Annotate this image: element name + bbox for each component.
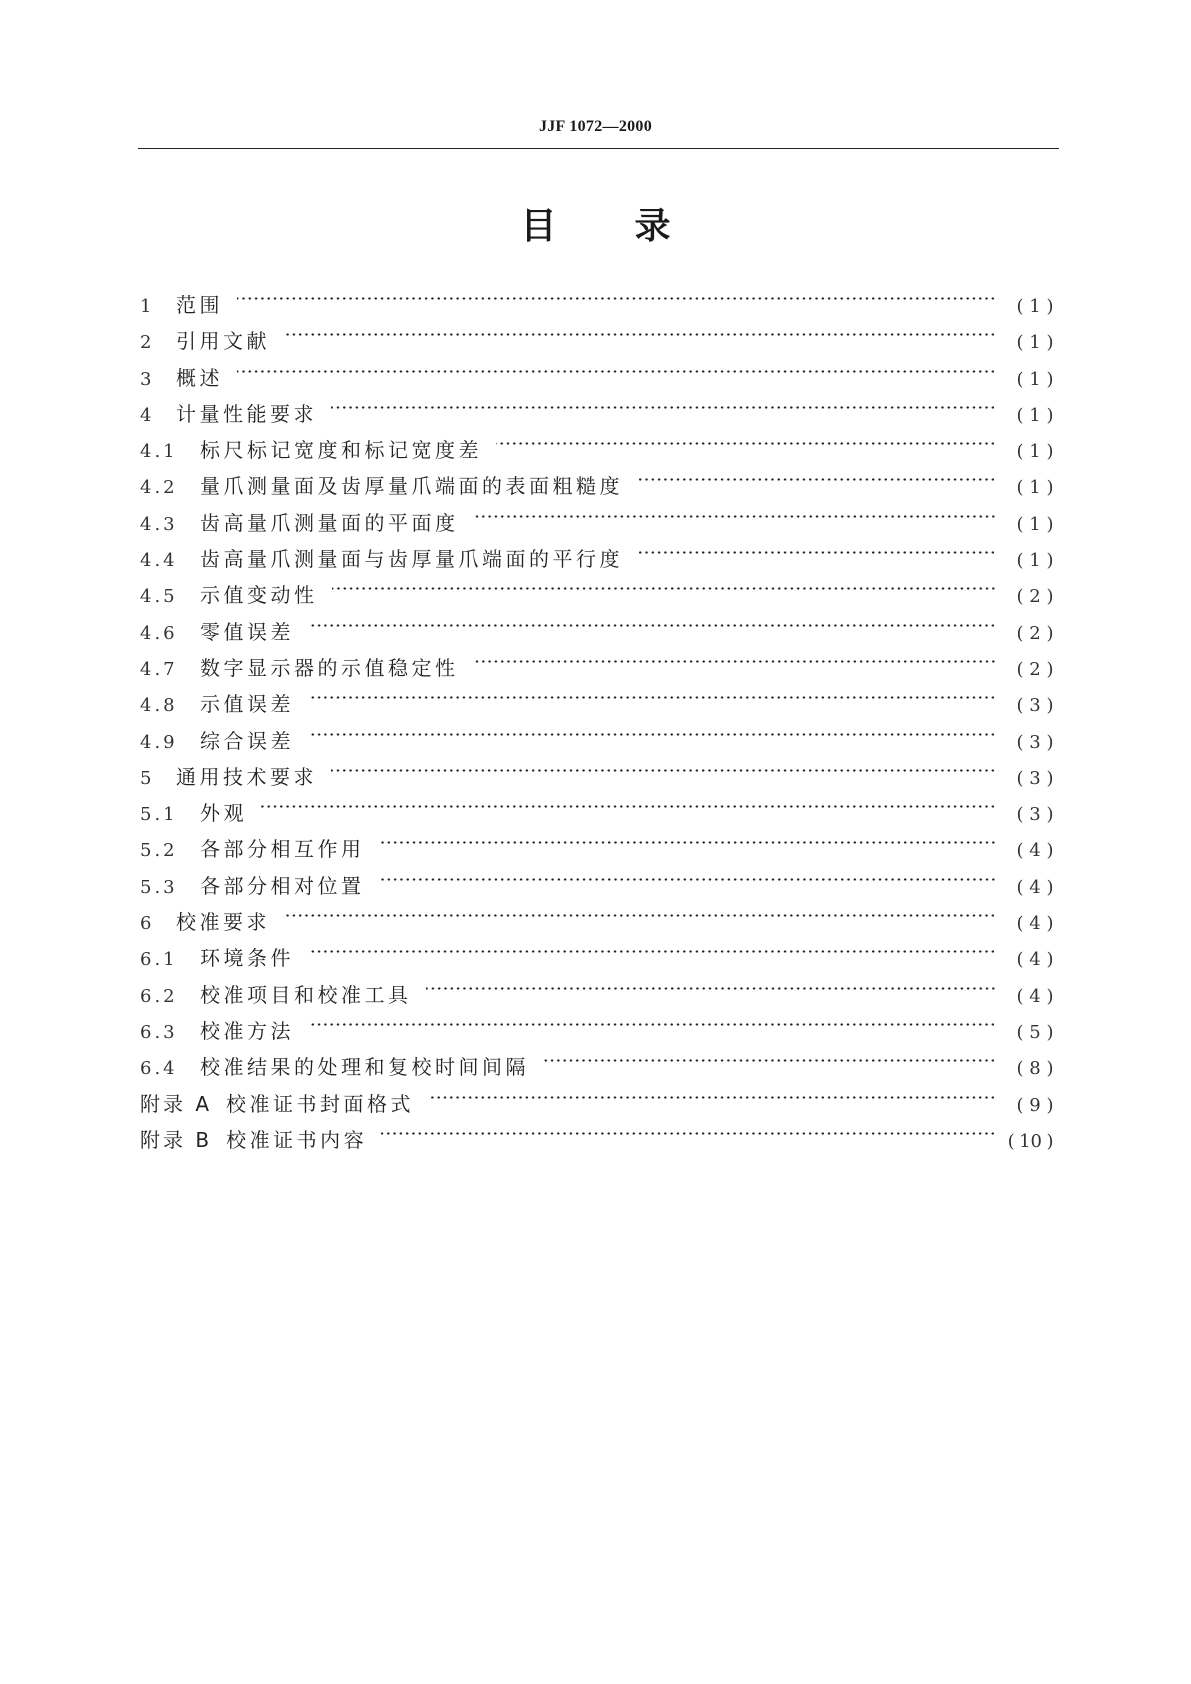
paren-close: ): [1046, 913, 1054, 935]
toc-entry-title: 示值变动性: [200, 583, 318, 608]
title-char-mu: 目: [520, 206, 557, 247]
paren-close: ): [1046, 876, 1054, 898]
toc-entry-page: [996, 797, 1058, 833]
paren-open: (: [1016, 913, 1024, 935]
paren-open: (: [1016, 1094, 1024, 1116]
dot-leader: [379, 820, 997, 856]
toc-entry-number: 4.1: [140, 441, 178, 463]
paren-close: ): [1046, 1130, 1054, 1152]
toc-entry-number: 6: [140, 913, 155, 935]
paren-open: (: [1016, 441, 1024, 463]
dot-leader: [308, 675, 996, 711]
toc-entry[interactable]: [140, 349, 1058, 390]
page-number: 1: [1029, 513, 1041, 535]
page-number: 9: [1029, 1094, 1041, 1116]
paren-close: ): [1046, 695, 1054, 717]
toc-entry-number: 4.2: [140, 477, 178, 499]
toc-entry-title: 校准结果的处理和复校时间间隔: [200, 1055, 529, 1080]
toc-entry-page: [996, 398, 1058, 434]
paren-open: (: [1016, 296, 1024, 317]
header-divider: [138, 148, 1059, 149]
toc-entry-title: 外观: [200, 801, 247, 826]
paren-close: ): [1046, 949, 1054, 971]
toc-entry-number: 6.3: [140, 1021, 178, 1043]
toc-entry-number: 5: [140, 767, 155, 789]
page-number: 4: [1029, 985, 1041, 1007]
paren-open: (: [1016, 695, 1024, 717]
toc-entry-number: 4.6: [140, 622, 178, 644]
dot-leader: [496, 421, 996, 457]
toc-entry-title: 零值误差: [200, 619, 294, 644]
paren-close: ): [1046, 622, 1054, 644]
page-number: 4: [1029, 840, 1041, 862]
toc-entry-title: 环境条件: [200, 946, 294, 971]
paren-open: (: [1016, 477, 1024, 499]
toc-entry-title: 齿高量爪测量面与齿厚量爪端面的平行度: [200, 547, 623, 572]
page-number: 10: [1019, 1130, 1042, 1152]
toc-entry-title: 示值误差: [200, 692, 294, 717]
paren-open: (: [1016, 1058, 1024, 1080]
toc-entry-page: [996, 652, 1058, 688]
page-number: 1: [1029, 404, 1041, 426]
dot-leader: [331, 748, 996, 784]
paren-close: ): [1046, 550, 1054, 572]
toc-entry-page: [996, 833, 1058, 869]
paren-open: (: [1016, 1021, 1024, 1043]
toc-entry-title: 各部分相互作用: [200, 837, 365, 862]
paren-close: ): [1046, 804, 1054, 826]
page-number: 4: [1029, 913, 1041, 935]
dot-leader: [237, 276, 996, 312]
toc-entry-number: 5.2: [140, 840, 178, 862]
toc-entry-title: 校准要求: [176, 910, 270, 935]
page-number: 1: [1029, 477, 1041, 499]
paren-close: ): [1046, 404, 1054, 426]
toc-entry-page: [996, 906, 1058, 942]
dot-leader: [637, 457, 996, 493]
toc-entry-title: 数字显示器的示值稳定性: [200, 655, 459, 680]
title-char-lu: 录: [634, 206, 671, 247]
dot-leader: [261, 784, 996, 820]
toc-entry-page: [996, 725, 1058, 761]
dot-leader: [473, 639, 997, 675]
paren-open: (: [1016, 985, 1024, 1007]
paren-close: ): [1046, 840, 1054, 862]
toc-entry-number: 4.4: [140, 550, 178, 572]
toc-entry-number: 4.3: [140, 513, 178, 535]
toc-entry[interactable]: [140, 784, 1058, 826]
paren-close: ): [1046, 1094, 1054, 1116]
dot-leader: [332, 566, 997, 602]
page-number: 3: [1029, 767, 1041, 789]
dot-leader: [284, 893, 996, 929]
page-number: 2: [1029, 586, 1041, 608]
toc-entry-title: 通用技术要求: [176, 764, 317, 789]
paren-open: (: [1016, 513, 1024, 535]
toc-entry[interactable]: [140, 820, 1058, 862]
page-number: 2: [1029, 622, 1041, 644]
dot-leader: [543, 1038, 996, 1074]
dot-leader: [308, 929, 996, 965]
paren-open: (: [1016, 731, 1024, 753]
paren-open: (: [1016, 949, 1024, 971]
paren-close: ): [1046, 767, 1054, 789]
toc-entry-title: 齿高量爪测量面的平面度: [200, 510, 459, 535]
toc-entry-title: 计量性能要求: [176, 401, 317, 426]
toc-entry-title: 校准证书内容: [226, 1127, 368, 1152]
paren-open: (: [1016, 332, 1024, 354]
paren-open: (: [1016, 404, 1024, 426]
paren-close: ): [1046, 731, 1054, 753]
page-number: 8: [1029, 1058, 1041, 1080]
dot-leader: [381, 1111, 996, 1147]
page-number: 1: [1029, 296, 1041, 317]
dot-leader: [379, 857, 997, 893]
toc-entry-title: 概述: [176, 365, 223, 390]
paren-open: (: [1016, 368, 1024, 390]
paren-open: (: [1016, 767, 1024, 789]
toc-entry-page: [996, 579, 1058, 615]
toc-entry[interactable]: [140, 385, 1058, 426]
toc-entry-title: 各部分相对位置: [200, 873, 365, 898]
page-number: 5: [1029, 1021, 1041, 1043]
toc-entry-number: 1: [140, 296, 155, 317]
paren-open: (: [1016, 658, 1024, 680]
paren-open: (: [1007, 1130, 1015, 1152]
paren-close: ): [1046, 985, 1054, 1007]
toc-entry-title: 量爪测量面及齿厚量爪端面的表面粗糙度: [200, 474, 623, 499]
toc-entry-page: [996, 325, 1058, 361]
dot-leader: [426, 966, 997, 1002]
toc-entry-page: [996, 1015, 1058, 1051]
paren-close: ): [1046, 441, 1054, 463]
toc-entry-page: [996, 870, 1058, 906]
dot-leader: [284, 312, 996, 348]
paren-open: (: [1016, 840, 1024, 862]
paren-close: ): [1046, 1058, 1054, 1080]
toc-entry-title: 校准证书封面格式: [226, 1091, 415, 1116]
toc-entry-number: 5.3: [140, 876, 178, 898]
toc-entry-number: 4: [140, 404, 155, 426]
toc-entry-number: 3: [140, 368, 155, 390]
toc-entry-page: [996, 1088, 1058, 1124]
page-number: 1: [1029, 332, 1041, 354]
paren-close: ): [1046, 296, 1054, 317]
paren-close: ): [1046, 586, 1054, 608]
toc-entry-page: [996, 434, 1058, 470]
paren-open: (: [1016, 804, 1024, 826]
toc-entry-page: [996, 543, 1058, 579]
dot-leader: [237, 349, 996, 385]
toc-entry-title: 综合误差: [200, 728, 294, 753]
toc-entry-number: 6.1: [140, 949, 178, 971]
toc-entry-title: 校准项目和校准工具: [200, 982, 412, 1007]
toc-entry-page: [996, 1124, 1058, 1160]
dot-leader: [308, 712, 996, 748]
page-title: [0, 198, 1191, 249]
toc-entry-number: 2: [140, 332, 155, 354]
dot-leader: [308, 1002, 996, 1038]
paren-close: ): [1046, 332, 1054, 354]
toc-entry-page: [996, 289, 1058, 325]
toc-entry-title: 引用文献: [176, 329, 270, 354]
dot-leader: [428, 1075, 996, 1111]
paren-open: (: [1016, 622, 1024, 644]
toc-entry-page: [996, 362, 1058, 398]
toc-entry-number: 附录 B: [140, 1127, 213, 1152]
page-number: 3: [1029, 731, 1041, 753]
page-number: 2: [1029, 658, 1041, 680]
paren-close: ): [1046, 368, 1054, 390]
paren-close: ): [1046, 658, 1054, 680]
toc-entry-number: 4.8: [140, 695, 178, 717]
toc-entry-number: 附录 A: [140, 1091, 213, 1116]
toc-entry-title: 标尺标记宽度和标记宽度差: [200, 438, 482, 463]
toc-entry-page: [996, 616, 1058, 652]
page-number: 1: [1029, 441, 1041, 463]
paren-open: (: [1016, 550, 1024, 572]
toc-entry-page: [996, 688, 1058, 724]
toc-entry-title: 范围: [176, 293, 223, 317]
dot-leader: [308, 603, 996, 639]
paren-open: (: [1016, 586, 1024, 608]
toc-entry-number: 4.5: [140, 586, 178, 608]
dot-leader: [331, 385, 996, 421]
page-number: 3: [1029, 804, 1041, 826]
page-number: 3: [1029, 695, 1041, 717]
dot-leader: [637, 530, 996, 566]
paren-close: ): [1046, 1021, 1054, 1043]
toc-entry-page: [996, 507, 1058, 543]
page-number: 4: [1029, 876, 1041, 898]
page-number: 1: [1029, 368, 1041, 390]
toc-entry-number: 5.1: [140, 804, 178, 826]
paren-close: ): [1046, 513, 1054, 535]
toc-entry-page: [996, 470, 1058, 506]
toc-entry-number: 4.7: [140, 658, 178, 680]
toc-entry-title: 校准方法: [200, 1018, 294, 1043]
toc-entry[interactable]: [140, 312, 1058, 354]
table-of-contents: [140, 276, 1058, 1152]
paren-open: (: [1016, 876, 1024, 898]
toc-entry-number: 4.9: [140, 731, 178, 753]
document-header: JJF 1072—2000: [538, 118, 653, 135]
toc-entry-number: 6.2: [140, 985, 178, 1007]
toc-entry-page: [996, 942, 1058, 978]
dot-leader: [473, 494, 997, 530]
page-number: 4: [1029, 949, 1041, 971]
paren-close: ): [1046, 477, 1054, 499]
toc-entry-page: [996, 1051, 1058, 1087]
toc-entry-page: [996, 979, 1058, 1015]
toc-entry[interactable]: [140, 276, 1058, 317]
toc-entry-page: [996, 761, 1058, 797]
toc-entry-number: 6.4: [140, 1058, 178, 1080]
page-number: 1: [1029, 550, 1041, 572]
